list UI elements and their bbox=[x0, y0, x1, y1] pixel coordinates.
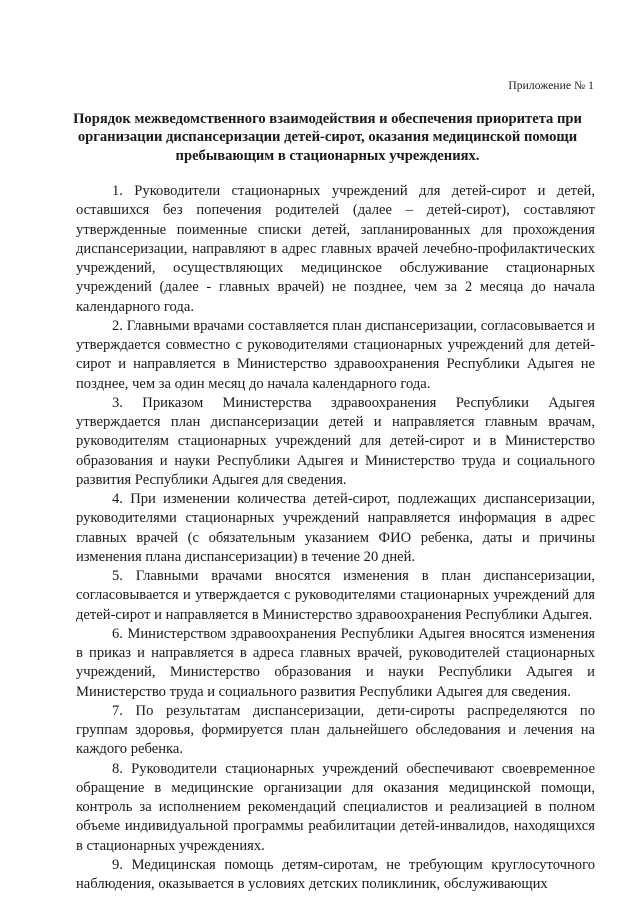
paragraph-8: 8. Руководители стационарных учреждений обеспечивают своевременное обращение в медицинские организации для оказания медицинской помощи, контроль за исполнением рекомендаций специалистов и реализацией в полном объеме индивидуальной программы реабилитации детей-инвалидов, находящихся в стационарных учреждениях. bbox=[76, 760, 595, 854]
document-title: Порядок межведомственного взаимодействия и обеспечения приоритета при организации диспансеризации детей-сирот, оказания медицинской помощи пребывающим в стационарных учреждениях. bbox=[73, 111, 582, 164]
document-body bbox=[76, 182, 595, 894]
paragraph-2: 2. Главными врачами составляется план диспансеризации, согласовывается и утверждается совместно с руководителями стационарных учреждений для детей-сирот и направляется в Министерство здравоохранения Республики Адыгея не позднее, чем за один месяц до начала календарного года. bbox=[76, 317, 595, 392]
appendix-label: Приложение № 1 bbox=[508, 80, 594, 92]
paragraph-7: 7. По результатам диспансеризации, дети-сироты распределяются по группам здоровья, формируется план дальнейшего обследования и лечения на каждого ребенка. bbox=[76, 702, 595, 758]
paragraph-5: 5. Главными врачами вносятся изменения в план диспансеризации, согласовывается и утверждается с руководителями стационарных учреждений для детей-сирот и направляется в Министерство здравоохранения Республики Адыгея. bbox=[76, 568, 595, 623]
paragraph-3: 3. Приказом Министерства здравоохранения Республики Адыгея утверждается план диспансеризации детей и направляется главным врачам, руководителям стационарных учреждений для детей-сирот и в Министерство образования и науки Республики Адыгея и Министерство труда и социального развития Республики Адыгея для сведения. bbox=[76, 394, 595, 488]
paragraph-6: 6. Министерством здравоохранения Республики Адыгея вносятся изменения в приказ и направляется в адреса главных врачей, руководителей стационарных учреждений, Министерство образования и науки Республики Адыгея и Министерство труда и социального развития Республики Адыгея для сведения. bbox=[76, 625, 595, 700]
paragraph-9: 9. Медицинская помощь детям-сиротам, не требующим круглосуточного наблюдения, оказывается в условиях детских поликлиник, обслуживающих bbox=[76, 856, 595, 892]
paragraph-1: 1. Руководители стационарных учреждений для детей-сирот и детей, оставшихся без попечения родителей (далее – детей-сирот), составляют утвержденные поименные списки детей, запланированных для прохождения диспансеризации, направляют в адрес главных врачей лечебно-профилактических учреждений, осуществляющих медицинское обслуживание стационарных учреждений (далее - главных врачей) не позднее, чем за 2 месяца до начала календарного года. bbox=[76, 183, 595, 315]
paragraph-4: 4. При изменении количества детей-сирот, подлежащих диспансеризации, руководителями стационарных учреждений направляется информация в адрес главных врачей (с обязательным указанием ФИО ребенка, даты и причины изменения плана диспансеризации) в течение 20 дней. bbox=[76, 491, 595, 565]
